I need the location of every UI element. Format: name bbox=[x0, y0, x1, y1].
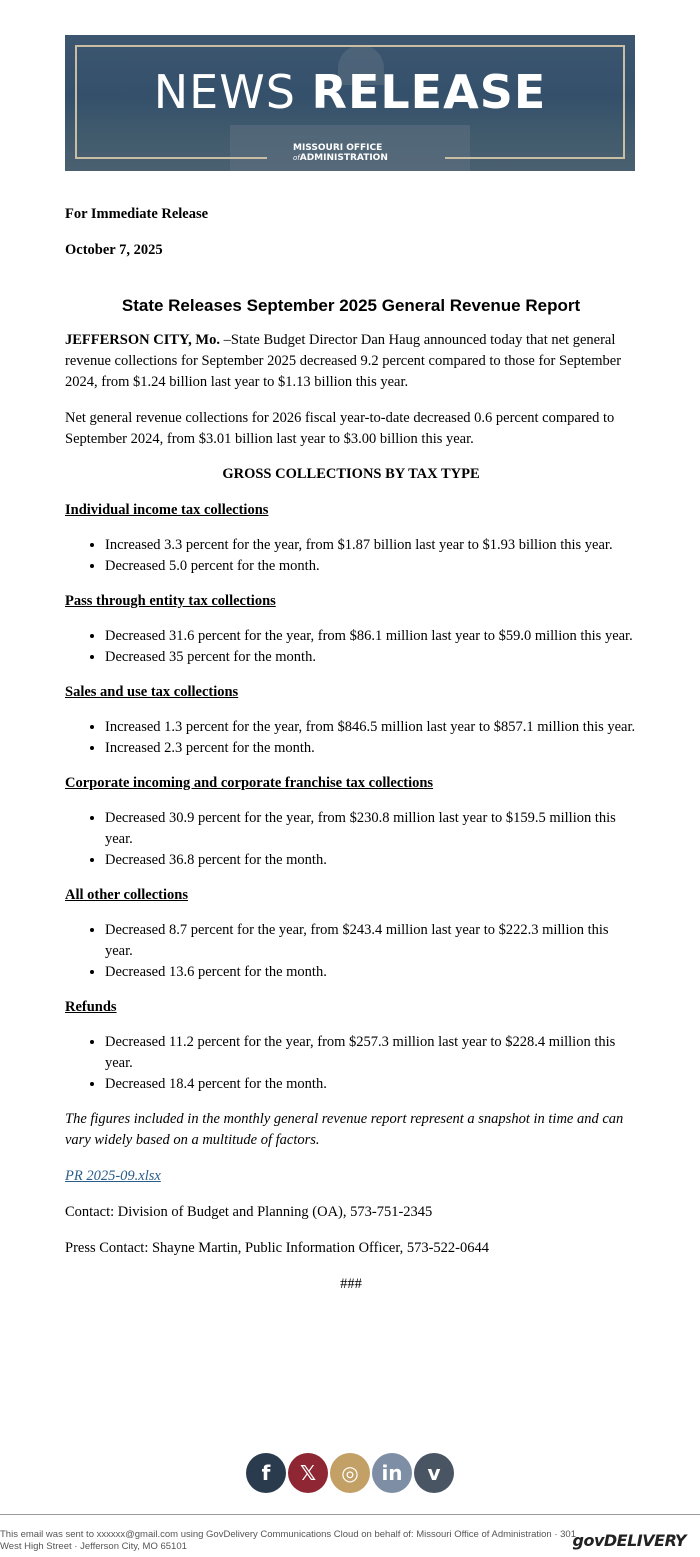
section-title: Corporate incoming and corporate franchise tax collections bbox=[65, 775, 434, 791]
banner-frame-bottom-left bbox=[75, 157, 267, 159]
news-release-banner bbox=[65, 35, 635, 171]
tax-sections bbox=[65, 500, 637, 1095]
section-list bbox=[65, 717, 637, 759]
linkedin-icon[interactable]: in bbox=[372, 1453, 412, 1493]
oa-logo bbox=[293, 143, 388, 163]
headline: State Releases September 2025 General Revenue Report bbox=[121, 296, 581, 315]
footer-text: This email was sent to xxxxxx@gmail.com using GovDelivery Communications Cloud on behalf of: Missouri Office of Administration · 301 West High Street · Jefferson City, MO 65101 bbox=[0, 1529, 577, 1552]
list-item: • Decreased 18.4 percent for the month. bbox=[105, 1074, 637, 1095]
list-item: • Decreased 36.8 percent for the month. bbox=[105, 850, 637, 871]
list-item: • Decreased 30.9 percent for the year, from $230.8 million last year to $159.5 million this year. bbox=[105, 808, 637, 850]
section-title: Pass through entity tax collections bbox=[65, 593, 276, 609]
x-icon[interactable]: 𝕏 bbox=[288, 1453, 328, 1493]
list-item: • Increased 3.3 percent for the year, from $1.87 billion last year to $1.93 billion this year. bbox=[105, 535, 637, 556]
instagram-icon[interactable]: ◎ bbox=[330, 1453, 370, 1493]
list-item: • Increased 2.3 percent for the month. bbox=[105, 738, 637, 759]
release-label: For Immediate Release bbox=[65, 206, 209, 222]
release-date: October 7, 2025 bbox=[65, 242, 163, 258]
list-item: • Increased 1.3 percent for the year, from $846.5 million last year to $857.1 million this year. bbox=[105, 717, 637, 738]
section-list bbox=[65, 920, 637, 983]
list-item: • Decreased 5.0 percent for the month. bbox=[105, 556, 637, 577]
oa-logo-of: of bbox=[293, 154, 300, 162]
list-item: • Decreased 11.2 percent for the year, from $257.3 million last year to $228.4 million this year. bbox=[105, 1032, 637, 1074]
email-body bbox=[65, 35, 637, 1295]
banner-title bbox=[65, 65, 635, 119]
section-list bbox=[65, 626, 637, 668]
section-list bbox=[65, 808, 637, 871]
list-item: • Decreased 35 percent for the month. bbox=[105, 647, 637, 668]
section-list bbox=[65, 1032, 637, 1095]
contact: Contact: Division of Budget and Planning (OA), 573-751-2345 bbox=[65, 1204, 433, 1220]
footer bbox=[0, 1514, 700, 1557]
vimeo-icon[interactable]: v bbox=[414, 1453, 454, 1493]
banner-title-bold: RELEASE bbox=[311, 65, 547, 119]
end-mark: ### bbox=[340, 1276, 362, 1292]
press-contact: Press Contact: Shayne Martin, Public Information Officer, 573-522-0644 bbox=[65, 1240, 490, 1256]
paragraph-2: Net general revenue collections for 2026 fiscal year-to-date decreased 0.6 percent compared to September 2024, from $3.01 billion last year to $3.00 billion this year. bbox=[65, 410, 615, 447]
section-title: Individual income tax collections bbox=[65, 502, 269, 518]
paragraph-1 bbox=[65, 330, 637, 393]
section-title: All other collections bbox=[65, 887, 188, 903]
oa-logo-line2: ADMINISTRATION bbox=[299, 153, 388, 163]
dateline: JEFFERSON CITY, Mo. bbox=[65, 332, 220, 348]
banner-title-light: NEWS bbox=[153, 65, 296, 119]
social-links bbox=[0, 1453, 700, 1493]
list-item: • Decreased 31.6 percent for the year, from $86.1 million last year to $59.0 million this year. bbox=[105, 626, 637, 647]
facebook-icon[interactable]: f bbox=[246, 1453, 286, 1493]
disclaimer: The figures included in the monthly general revenue report represent a snapshot in time and can vary widely based on a multitude of factors. bbox=[65, 1111, 624, 1148]
paragraph-1-text: –State Budget Director Dan Haug announced today that net general revenue collections for September 2025 decreased 9.2 percent compared to those for September 2024, from $1.24 billion last year to $1.13 billion this year. bbox=[65, 332, 622, 390]
banner-frame-bottom-right bbox=[445, 157, 625, 159]
section-list bbox=[65, 535, 637, 577]
attachment-link[interactable]: PR 2025-09.xlsx bbox=[65, 1168, 161, 1184]
section-title: Refunds bbox=[65, 999, 117, 1015]
section-heading: GROSS COLLECTIONS BY TAX TYPE bbox=[222, 466, 480, 482]
govdelivery-logo[interactable]: govDELIVERY bbox=[572, 1531, 686, 1550]
section-title: Sales and use tax collections bbox=[65, 684, 239, 700]
list-item: • Decreased 8.7 percent for the year, from $243.4 million last year to $222.3 million this year. bbox=[105, 920, 637, 962]
list-item: • Decreased 13.6 percent for the month. bbox=[105, 962, 637, 983]
oa-logo-line1: MISSOURI OFFICE bbox=[293, 143, 383, 153]
